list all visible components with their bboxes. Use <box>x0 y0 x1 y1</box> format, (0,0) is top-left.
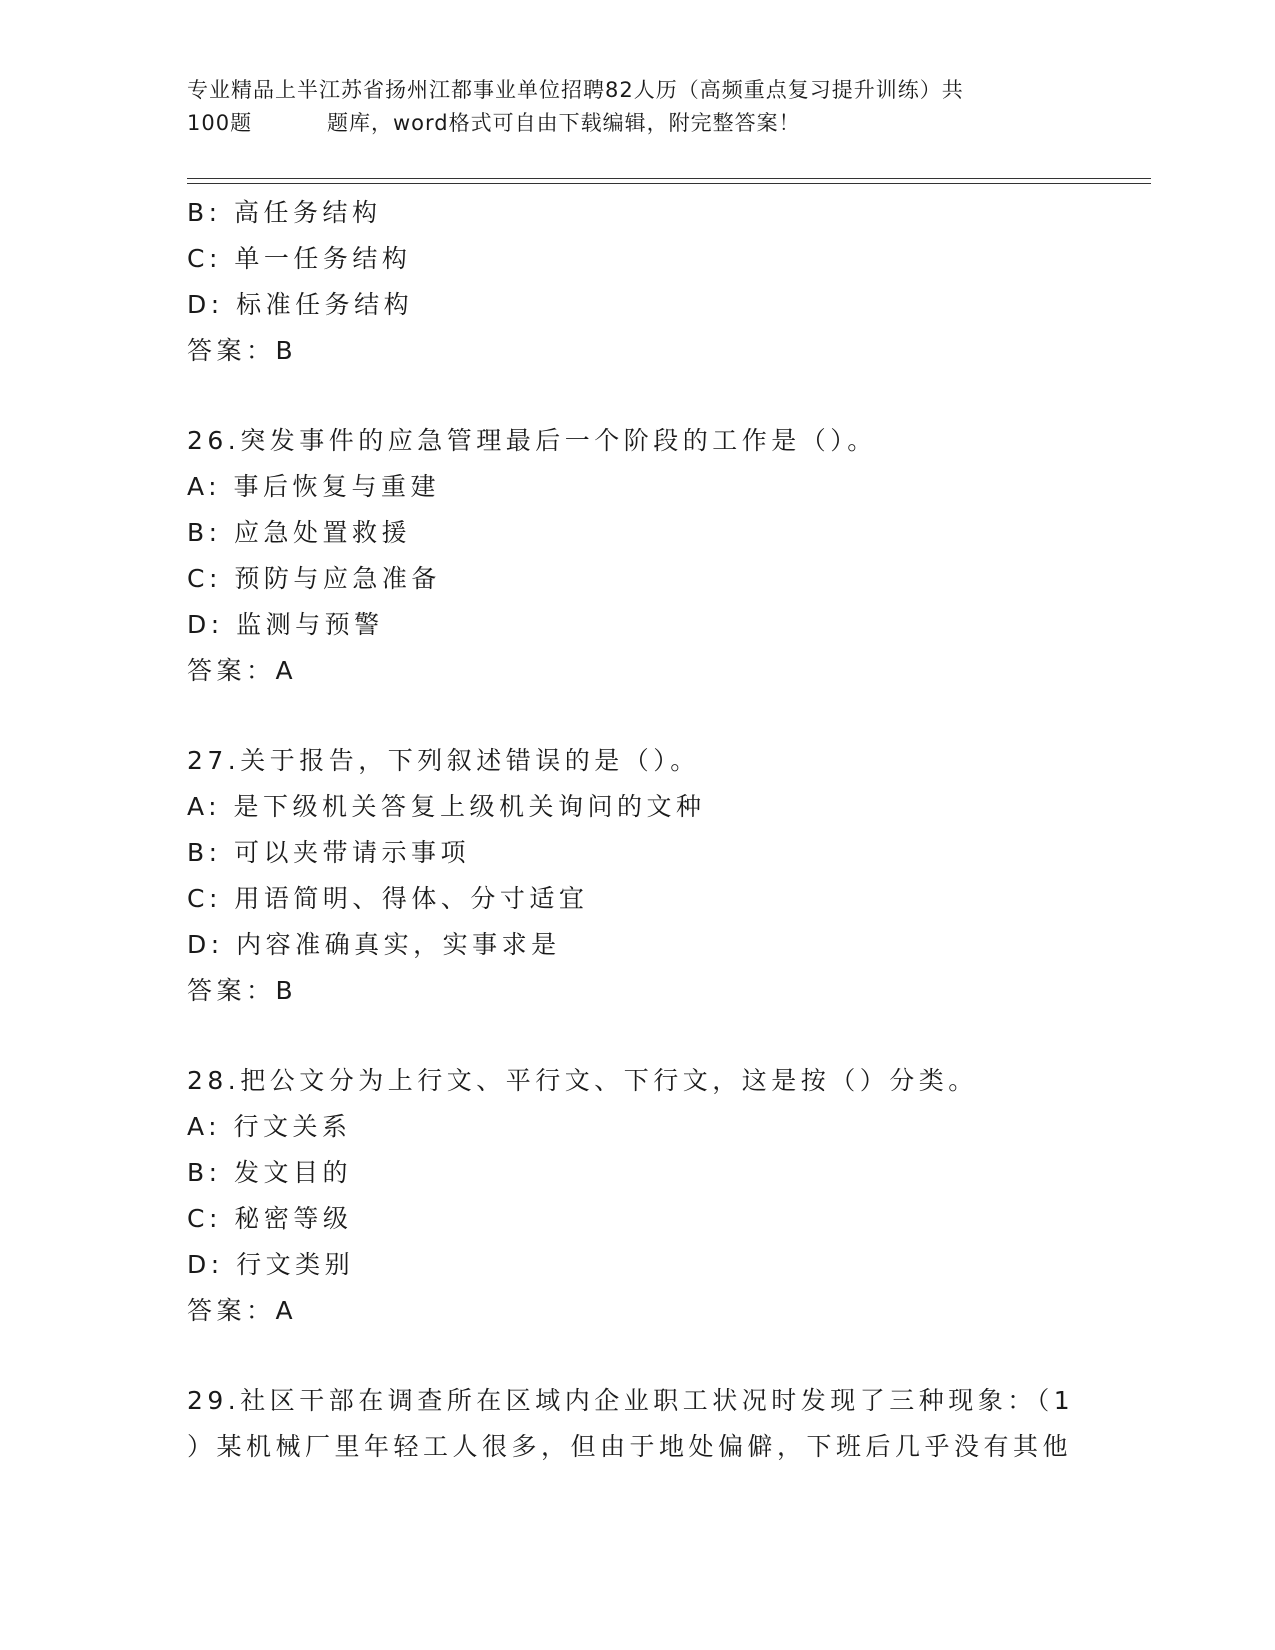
header-question-count: 100题 <box>187 111 253 135</box>
answer: 答案：A <box>187 656 298 685</box>
option-b: B: 高任务结构 <box>187 198 382 227</box>
question-26 <box>187 418 1087 694</box>
option-d: D: 监测与预警 <box>187 610 384 639</box>
answer: 答案：B <box>187 336 298 365</box>
answer: 答案：A <box>187 1296 298 1325</box>
header-line-2 <box>187 107 1087 140</box>
option-a: A: 是下级机关答复上级机关询问的文种 <box>187 792 706 821</box>
option-a: A: 事后恢复与重建 <box>187 472 441 501</box>
option-a: A: 行文关系 <box>187 1112 352 1141</box>
document-header <box>187 74 1087 140</box>
question-stem-line-1: 29.社区干部在调查所在区域内企业职工状况时发现了三种现象：（1 <box>187 1386 1075 1415</box>
question-29 <box>187 1378 1087 1470</box>
option-b: B: 发文目的 <box>187 1158 353 1187</box>
question-stem: 28.把公文分为上行文、平行文、下行文，这是按（）分类。 <box>187 1066 978 1095</box>
question-25-continued <box>187 190 1087 374</box>
question-27 <box>187 738 1087 1014</box>
option-c: C: 秘密等级 <box>187 1204 353 1233</box>
answer: 答案：B <box>187 976 298 1005</box>
question-stem: 27.关于报告，下列叙述错误的是（）。 <box>187 746 700 775</box>
header-divider-top <box>187 178 1151 179</box>
option-c: C: 单一任务结构 <box>187 244 412 273</box>
header-line-1: 专业精品上半江苏省扬州江都事业单位招聘82人历（高频重点复习提升训练）共 <box>187 78 964 102</box>
question-list <box>187 190 1087 1470</box>
header-divider-bottom <box>187 183 1151 184</box>
option-c: C: 预防与应急准备 <box>187 564 441 593</box>
option-d: D: 标准任务结构 <box>187 290 414 319</box>
question-stem-line-2: ）某机械厂里年轻工人很多，但由于地处偏僻，下班后几乎没有其他 <box>187 1432 1073 1461</box>
option-c: C: 用语简明、得体、分寸适宜 <box>187 884 589 913</box>
option-d: D: 内容准确真实，实事求是 <box>187 930 561 959</box>
option-b: B: 可以夹带请示事项 <box>187 838 471 867</box>
header-line-2-text: 题库，word格式可自由下载编辑，附完整答案！ <box>327 111 801 135</box>
option-d: D: 行文类别 <box>187 1250 355 1279</box>
question-stem: 26.突发事件的应急管理最后一个阶段的工作是（）。 <box>187 426 877 455</box>
option-b: B: 应急处置救援 <box>187 518 412 547</box>
question-28 <box>187 1058 1087 1334</box>
